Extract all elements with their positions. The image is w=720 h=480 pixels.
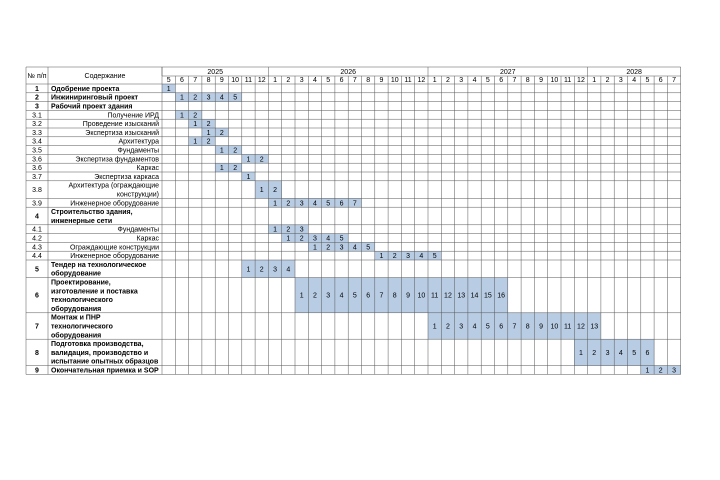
task-name-line: инженерные сети xyxy=(51,217,113,225)
month-label: 7 xyxy=(193,77,198,84)
year-label: 2028 xyxy=(626,69,642,76)
task-name-line: Монтаж и ПНР xyxy=(51,314,101,322)
month-label: 4 xyxy=(472,77,477,84)
month-label: 9 xyxy=(379,77,384,84)
task-number: 3.3 xyxy=(32,129,42,137)
month-label: 12 xyxy=(417,77,426,84)
year-label: 2026 xyxy=(340,69,356,76)
month-label: 10 xyxy=(550,77,559,84)
gantt-bar-number: 5 xyxy=(326,200,331,208)
task-name-line: Проектирование, xyxy=(51,279,111,287)
month-label: 7 xyxy=(352,77,357,84)
month-label: 11 xyxy=(564,77,572,84)
gantt-bar-number: 1 xyxy=(273,226,278,234)
gantt-bar-number: 5 xyxy=(632,349,637,357)
gantt-bar-number: 2 xyxy=(286,200,291,208)
task-name-line: оборудования xyxy=(51,305,102,313)
gantt-bar-number: 1 xyxy=(193,121,198,129)
gantt-bar-number: 2 xyxy=(193,94,198,102)
gantt-bar-number: 3 xyxy=(672,367,677,375)
task-number: 3.7 xyxy=(32,173,42,181)
gantt-bar-number: 4 xyxy=(312,200,317,208)
gantt-bar-number: 4 xyxy=(352,244,357,252)
gantt-bar-number: 2 xyxy=(392,253,397,261)
task-name: Каркас xyxy=(136,165,159,173)
gantt-bar-number: 11 xyxy=(431,292,439,300)
month-label: 10 xyxy=(231,77,240,84)
month-label: 1 xyxy=(592,77,597,84)
gantt-bar-number: 13 xyxy=(457,292,466,300)
gantt-bar-number: 6 xyxy=(645,349,650,357)
task-number: 3.1 xyxy=(32,112,42,120)
task-name: Архитектура xyxy=(118,138,159,146)
gantt-bar-number: 2 xyxy=(233,165,238,173)
gantt-bar-number: 4 xyxy=(326,235,331,243)
gantt-bar-number: 13 xyxy=(590,323,599,331)
gantt-bar-number: 5 xyxy=(233,94,238,102)
gantt-bar-number: 1 xyxy=(578,349,583,357)
gantt-bar-number: 1 xyxy=(379,253,384,261)
content-column-header: Содержание xyxy=(84,73,126,80)
task-name: Экспертиза изысканий xyxy=(85,129,159,137)
month-label: 3 xyxy=(299,77,304,84)
gantt-bar-number: 4 xyxy=(472,323,477,331)
task-name: Одобрение проекта xyxy=(51,85,120,93)
task-number: 2 xyxy=(35,94,39,102)
task-number: 3 xyxy=(35,103,39,111)
gantt-bar-number: 16 xyxy=(497,292,506,300)
task-name: Инженерное оборудование xyxy=(70,200,159,208)
task-name: Экспертиза фундаментов xyxy=(75,156,159,164)
gantt-bar-number: 10 xyxy=(417,292,426,300)
gantt-bar-number: 7 xyxy=(512,323,517,331)
gantt-bar-number: 1 xyxy=(312,244,317,252)
month-label: 6 xyxy=(499,77,504,84)
gantt-bar-number: 12 xyxy=(577,323,585,331)
task-number: 3.2 xyxy=(32,121,42,129)
month-label: 6 xyxy=(339,77,344,84)
task-number: 3.9 xyxy=(32,200,42,208)
task-name: Экспертиза каркаса xyxy=(94,173,159,181)
gantt-bar-number: 4 xyxy=(219,94,224,102)
gantt-bar-number: 9 xyxy=(539,323,544,331)
task-number: 3.4 xyxy=(32,138,42,146)
gantt-bar-number: 1 xyxy=(219,147,224,155)
task-number: 4.4 xyxy=(32,253,42,261)
gantt-bar-number: 1 xyxy=(246,156,251,164)
gantt-bar-number: 1 xyxy=(645,367,650,375)
task-number: 3.5 xyxy=(32,147,42,155)
gantt-bar-number: 14 xyxy=(470,292,479,300)
gantt-bar-number: 1 xyxy=(206,129,211,137)
gantt-bar-number: 1 xyxy=(193,138,198,146)
year-label: 2025 xyxy=(207,69,223,76)
gantt-bar-number: 4 xyxy=(286,266,291,274)
task-name-line: испытание опытных образцов xyxy=(51,358,159,366)
gantt-bar-number: 2 xyxy=(312,292,317,300)
gantt-bar-number: 2 xyxy=(259,266,264,274)
task-name-line: технологического xyxy=(51,323,113,331)
gantt-bar-number: 2 xyxy=(445,323,450,331)
gantt-bar-number: 2 xyxy=(286,226,291,234)
task-name: Получение ИРД xyxy=(107,112,159,120)
gantt-bar-number: 2 xyxy=(259,156,264,164)
gantt-bar-number: 8 xyxy=(525,323,530,331)
gantt-bar-number: 5 xyxy=(339,235,344,243)
gantt-bar-number: 2 xyxy=(592,349,597,357)
gantt-bar-number: 1 xyxy=(246,266,251,274)
gantt-bar-number: 7 xyxy=(352,200,357,208)
gantt-bar-number: 2 xyxy=(193,112,198,120)
month-label: 9 xyxy=(539,77,544,84)
gantt-bar-number: 3 xyxy=(326,292,331,300)
gantt-bar-number: 2 xyxy=(658,367,663,375)
gantt-bar-number: 4 xyxy=(339,292,344,300)
gantt-bar-number: 6 xyxy=(366,292,371,300)
gantt-bar-number: 8 xyxy=(392,292,397,300)
month-label: 6 xyxy=(658,77,663,84)
gantt-bar-number: 1 xyxy=(299,292,304,300)
month-label: 5 xyxy=(166,77,171,84)
gantt-bar-number: 1 xyxy=(246,173,251,181)
task-name: Рабочий проект здания xyxy=(51,103,133,111)
task-name-line: оборудование xyxy=(51,270,102,278)
year-label: 2027 xyxy=(500,69,516,76)
task-name: Фундаменты xyxy=(117,147,159,155)
gantt-bar-number: 4 xyxy=(419,253,424,261)
task-name: Каркас xyxy=(136,235,159,243)
gantt-bar-number: 2 xyxy=(233,147,238,155)
task-name-line: Тендер на технологическое xyxy=(51,261,147,269)
month-label: 10 xyxy=(390,77,399,84)
task-name: Инжиниринговый проект xyxy=(51,94,139,102)
task-number: 4 xyxy=(35,213,39,221)
gantt-bar-number: 5 xyxy=(485,323,490,331)
task-number: 3.6 xyxy=(32,165,42,173)
task-number: 4.2 xyxy=(32,235,42,243)
gantt-bar-number: 2 xyxy=(206,138,211,146)
task-name: Окончательная приемка и SOP xyxy=(51,367,159,375)
gantt-bar-number: 4 xyxy=(618,349,623,357)
gantt-bar-number: 1 xyxy=(432,323,437,331)
task-name-line: изготовление и поставка xyxy=(51,288,138,296)
task-name: Фундаменты xyxy=(117,226,159,234)
gantt-bar-number: 11 xyxy=(564,323,572,331)
month-label: 1 xyxy=(273,77,278,84)
month-label: 6 xyxy=(179,77,184,84)
month-label: 4 xyxy=(632,77,637,84)
month-label: 4 xyxy=(312,77,317,84)
task-number: 7 xyxy=(35,323,39,331)
month-label: 7 xyxy=(512,77,517,84)
task-number: 3.6 xyxy=(32,156,42,164)
month-label: 3 xyxy=(459,77,464,84)
gantt-bar-number: 3 xyxy=(459,323,464,331)
gantt-bar-number: 5 xyxy=(432,253,437,261)
gantt-bar-number: 1 xyxy=(286,235,291,243)
gantt-bar-number: 2 xyxy=(273,187,278,195)
task-name-line: Подготовка производства, xyxy=(51,341,144,349)
task-name-line: конструкции) xyxy=(116,191,159,199)
gantt-bar-number: 2 xyxy=(219,129,224,137)
gantt-bar-number: 3 xyxy=(273,266,278,274)
month-label: 5 xyxy=(326,77,331,84)
month-label: 8 xyxy=(366,77,371,84)
task-number: 9 xyxy=(35,367,39,375)
month-label: 2 xyxy=(605,77,610,84)
task-name-line: технологического xyxy=(51,297,113,305)
month-label: 3 xyxy=(618,77,623,84)
task-name: Ограждающие конструкции xyxy=(69,244,159,252)
task-name-line: Архитектура (ограждающие xyxy=(68,182,159,190)
gantt-bar-number: 2 xyxy=(326,244,331,252)
gantt-bar-number: 12 xyxy=(444,292,452,300)
month-label: 7 xyxy=(672,77,677,84)
month-label: 8 xyxy=(206,77,211,84)
task-number: 8 xyxy=(35,349,39,357)
gantt-bar-number: 6 xyxy=(339,200,344,208)
task-name: Инженерное оборудование xyxy=(70,253,159,261)
gantt-bar-number: 3 xyxy=(605,349,610,357)
month-label: 5 xyxy=(485,77,490,84)
gantt-bar-number: 3 xyxy=(299,200,304,208)
task-number: 5 xyxy=(35,266,39,274)
gantt-bar-number: 2 xyxy=(206,121,211,129)
gantt-bar-number: 3 xyxy=(299,226,304,234)
gantt-bar-number: 10 xyxy=(550,323,559,331)
gantt-bar-number: 3 xyxy=(206,94,211,102)
month-label: 1 xyxy=(432,77,437,84)
task-name-line: оборудования xyxy=(51,332,102,340)
gantt-bar-number: 6 xyxy=(499,323,504,331)
month-label: 2 xyxy=(445,77,450,84)
task-name: Проведение изысканий xyxy=(82,121,159,129)
gantt-bar-number: 1 xyxy=(179,94,184,102)
month-label: 11 xyxy=(244,77,253,84)
gantt-bar-number: 3 xyxy=(406,253,411,261)
task-number: 4.3 xyxy=(32,244,42,252)
gantt-bar-number: 2 xyxy=(299,235,304,243)
month-label: 5 xyxy=(645,77,650,84)
gantt-bar-number: 1 xyxy=(166,85,171,93)
month-label: 12 xyxy=(257,77,266,84)
task-number: 1 xyxy=(35,85,39,93)
gantt-bar-number: 7 xyxy=(379,292,384,300)
month-label: 11 xyxy=(404,77,412,84)
num-column-header: № п/п xyxy=(27,73,47,80)
gantt-bar-number: 15 xyxy=(483,292,492,300)
gantt-bar-number: 9 xyxy=(406,292,411,300)
task-name-line: Строительство здания, xyxy=(51,209,133,217)
task-number: 4.1 xyxy=(32,226,42,234)
gantt-bar-number: 1 xyxy=(179,112,184,120)
gantt-bar-number: 1 xyxy=(259,187,264,195)
gantt-bar-number: 3 xyxy=(312,235,317,243)
task-name-line: валидация, производство и xyxy=(51,349,149,357)
month-label: 9 xyxy=(219,77,224,84)
month-label: 12 xyxy=(577,77,585,84)
task-number: 6 xyxy=(35,292,39,300)
gantt-bar-number: 1 xyxy=(273,200,278,208)
month-label: 2 xyxy=(286,77,291,84)
task-number: 3.8 xyxy=(32,187,42,195)
gantt-bar-number: 1 xyxy=(219,165,224,173)
gantt-bar-number: 5 xyxy=(352,292,357,300)
month-label: 8 xyxy=(525,77,530,84)
gantt-bar-number: 3 xyxy=(339,244,344,252)
gantt-bar-number: 5 xyxy=(366,244,371,252)
